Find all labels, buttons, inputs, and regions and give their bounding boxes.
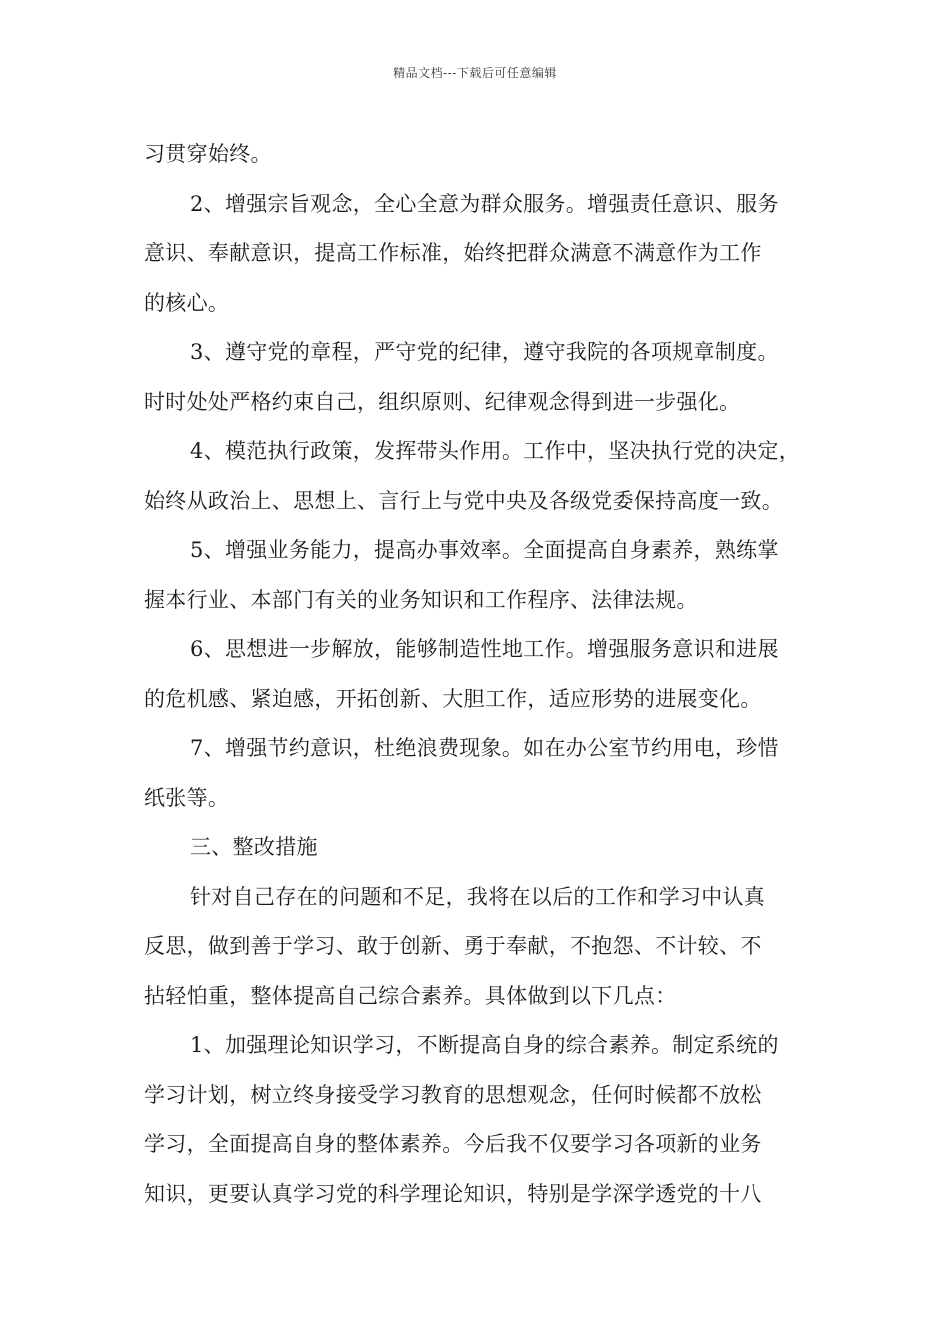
text-line: 6、思想进一步解放，能够制造性地工作。增强服务意识和进展 xyxy=(190,637,779,661)
text-line: 时时处处严格约束自己，组织原则、纪律观念得到进一步强化。 xyxy=(144,389,741,414)
section-heading: 三、整改措施 xyxy=(190,835,318,859)
text-line: 始终从政治上、思想上、言行上与党中央及各级党委保持高度一致。 xyxy=(144,488,783,513)
document-body xyxy=(144,130,816,1219)
text-line: 纸张等。 xyxy=(144,785,230,810)
text-line: 拈轻怕重，整体提高自己综合素养。具体做到以下几点： xyxy=(144,983,677,1008)
text-line: 意识、奉献意识，提高工作标准，始终把群众满意不满意作为工作 xyxy=(144,241,762,265)
text-line: 的危机感、紧迫感，开拓创新、大胆工作，适应形势的进展变化。 xyxy=(144,686,762,711)
text-line: 学习计划，树立终身接受学习教育的思想观念，任何时候都不放松 xyxy=(144,1082,762,1107)
text-line: 反思，做到善于学习、敢于创新、勇于奉献，不抱怨、不计较、不 xyxy=(144,934,762,958)
text-line: 1、加强理论知识学习，不断提高自身的综合素养。制定系统的 xyxy=(190,1033,779,1057)
text-line: 3、遵守党的章程，严守党的纪律，遵守我院的各项规章制度。 xyxy=(190,340,779,364)
text-line: 2、增强宗旨观念，全心全意为群众服务。增强责任意识、服务 xyxy=(190,191,779,216)
text-line: 的核心。 xyxy=(144,290,230,315)
text-line: 针对自己存在的问题和不足，我将在以后的工作和学习中认真 xyxy=(190,884,766,909)
page-header: 精品文档---下载后可任意编辑 xyxy=(393,66,557,80)
text-line: 4、模范执行政策，发挥带头作用。工作中，坚决执行党的决定， xyxy=(190,439,801,463)
text-line: 7、增强节约意识，杜绝浪费现象。如在办公室节约用电，珍惜 xyxy=(190,736,779,760)
text-line: 习贯穿始终。 xyxy=(144,142,272,166)
text-line: 知识，更要认真学习党的科学理论知识，特别是学深学透党的十八 xyxy=(144,1181,762,1206)
text-line: 握本行业、本部门有关的业务知识和工作程序、法律法规。 xyxy=(144,587,698,612)
text-line: 5、增强业务能力，提高办事效率。全面提高自身素养，熟练掌 xyxy=(190,538,779,562)
text-line: 学习，全面提高自身的整体素养。今后我不仅要学习各项新的业务 xyxy=(144,1132,762,1156)
